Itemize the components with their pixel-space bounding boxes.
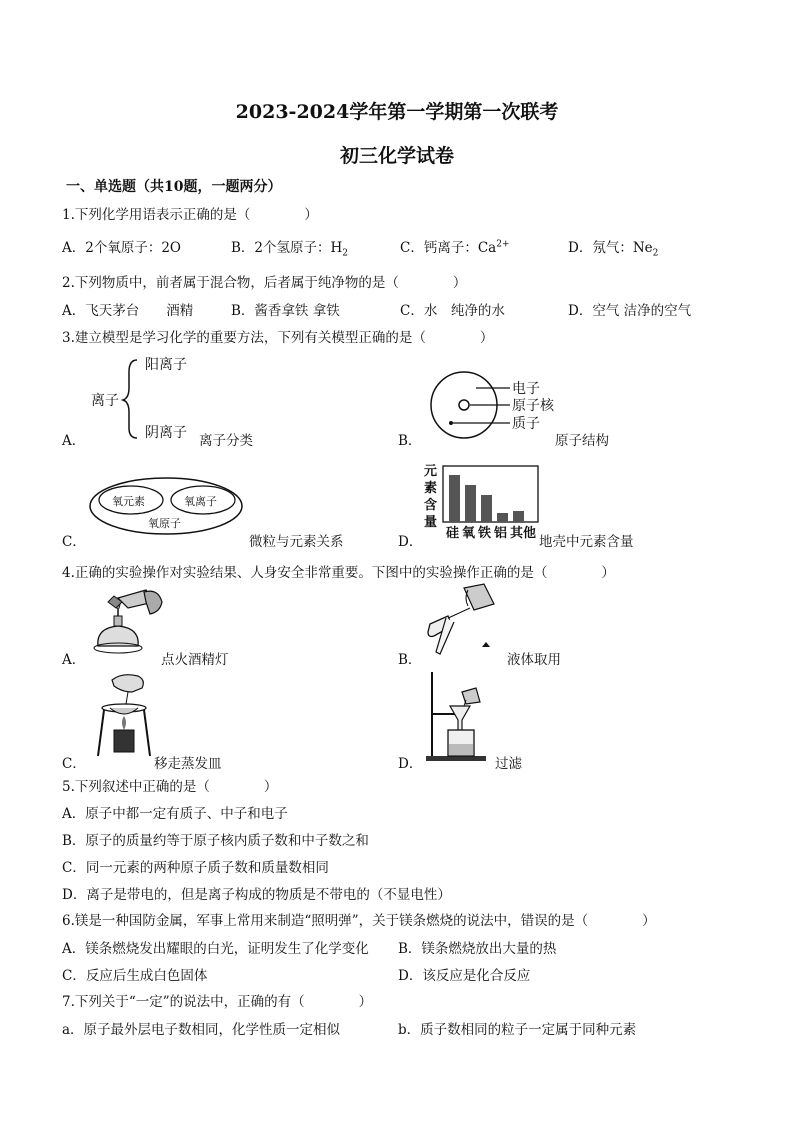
q3-option-a-label: A．	[62, 433, 86, 449]
xlabel-silicon: 硅	[446, 526, 460, 541]
q5-option-d: D．离子是带电的，但是离子构成的物质是不带电的（不显电性）	[62, 887, 451, 903]
q3-option-b-caption: 原子结构	[555, 433, 609, 449]
ylabel-char-1: 元	[424, 464, 438, 479]
xlabel-iron: 铁	[478, 526, 492, 541]
q1-option-c: C．钙离子：$Ca^{2+}$	[400, 239, 510, 256]
q7-option-a: a．原子最外层电子数相同，化学性质一定相似	[62, 1022, 341, 1038]
q6-option-c: C．反应后生成白色固体	[62, 968, 208, 984]
q2-option-c: C．水 纯净的水	[400, 303, 505, 319]
liquid-pouring-illustration	[424, 584, 504, 659]
q4-option-c-caption: 移走蒸发皿	[154, 756, 222, 772]
electron-dot-shape	[449, 421, 453, 425]
bar-oxygen	[465, 485, 476, 522]
bar-iron	[481, 495, 492, 522]
exam-title: 2023-2024学年第一学期第一次联考	[235, 101, 559, 123]
q3-option-b-label: B．	[398, 433, 422, 449]
bar-aluminum	[497, 513, 508, 522]
q4-option-d-caption: 过滤	[495, 756, 522, 772]
q3-option-a-caption: 离子分类	[199, 433, 253, 449]
q4-option-b-label: B．	[398, 652, 422, 668]
electron-label: 电子	[512, 381, 540, 397]
nucleus-shape	[459, 400, 469, 410]
q4-option-a-caption: 点火酒精灯	[161, 652, 229, 668]
q5-stem: 5.下列叙述中正确的是（ ）	[62, 779, 278, 795]
oxygen-atom-label: 氧原子	[148, 517, 181, 530]
q6-option-b: B．镁条燃烧放出大量的热	[398, 941, 557, 957]
ylabel-char-2: 素	[424, 481, 438, 496]
xlabel-other: 其他	[510, 526, 537, 541]
particle-element-diagram	[88, 476, 248, 538]
q6-stem: 6.镁是一种国防金属，军事上常用来制造“照明弹”，关于镁条燃烧的说法中，错误的是（ ）	[62, 913, 656, 929]
q4-stem: 4.正确的实验操作对实验结果、人身安全非常重要。下图中的实验操作正确的是（ ）	[62, 565, 615, 581]
ion-root-label: 离子	[91, 393, 119, 409]
section-heading: 一、单选题（共10题，一题两分）	[66, 179, 282, 195]
exam-subtitle: 初三化学试卷	[339, 145, 454, 167]
brace-shape	[123, 360, 137, 438]
xlabel-aluminum: 铝	[494, 526, 508, 541]
q2-option-b: B．酱香拿铁 拿铁	[231, 303, 340, 319]
q2-option-a: A．飞天茅台 酒精	[62, 303, 194, 319]
q2-stem: 2.下列物质中，前者属于混合物，后者属于纯净物的是（ ）	[62, 275, 467, 291]
q3-option-d-caption: 地壳中元素含量	[539, 534, 634, 550]
q2-option-d: D．空气 洁净的空气	[568, 303, 692, 319]
q3-stem: 3.建立模型是学习化学的重要方法，下列有关模型正确的是（ ）	[62, 330, 494, 346]
q4-option-b-caption: 液体取用	[507, 652, 561, 668]
q1-option-a: A．2个氧原子：2O	[62, 240, 181, 256]
q7-option-b: b．质子数相同的粒子一定属于同种元素	[398, 1022, 637, 1038]
q3-option-c-caption: 微粒与元素关系	[249, 534, 344, 550]
q5-option-a: A．原子中都一定有质子、中子和电子	[62, 806, 288, 822]
crust-element-bar-diagram	[422, 461, 542, 541]
oxygen-element-label: 氧元素	[112, 495, 145, 508]
q7-stem: 7.下列关于“一定”的说法中，正确的有（ ）	[62, 994, 373, 1010]
bar-silicon	[449, 475, 460, 522]
q1-option-d: D．氖气：$Ne_2$	[568, 240, 659, 259]
bar-other	[513, 511, 524, 522]
q3-option-c-label: C．	[62, 534, 86, 550]
proton-label: 质子	[512, 416, 540, 432]
xlabel-oxygen: 氧	[462, 526, 476, 541]
cation-label: 阳离子	[145, 357, 187, 373]
atom-structure-diagram	[424, 368, 564, 440]
q4-option-d-label: D．	[398, 756, 423, 772]
evaporating-dish-illustration	[92, 670, 162, 760]
q5-option-c: C．同一元素的两种原子质子数和质量数相同	[62, 860, 329, 876]
oxygen-ion-label: 氧离子	[184, 495, 217, 508]
filtration-illustration	[422, 668, 502, 764]
q6-option-a: A．镁条燃烧发出耀眼的白光，证明发生了化学变化	[62, 941, 369, 957]
q5-option-b: B．原子的质量约等于原子核内质子数和中子数之和	[62, 833, 369, 849]
q6-option-d: D．该反应是化合反应	[398, 968, 531, 984]
anion-label: 阴离子	[145, 425, 187, 441]
q3-option-d-label: D．	[398, 534, 423, 550]
alcohol-lamp-illustration	[88, 588, 168, 663]
ylabel-char-4: 量	[424, 515, 438, 530]
q1-stem: 1.下列化学用语表示正确的是（ ）	[62, 207, 318, 223]
q1-option-b: B．2个氢原子：$H_2$	[231, 240, 349, 259]
q4-option-c-label: C．	[62, 756, 86, 772]
nucleus-label: 原子核	[512, 398, 554, 414]
q4-option-a-label: A．	[62, 652, 86, 668]
ylabel-char-3: 含	[424, 498, 438, 513]
